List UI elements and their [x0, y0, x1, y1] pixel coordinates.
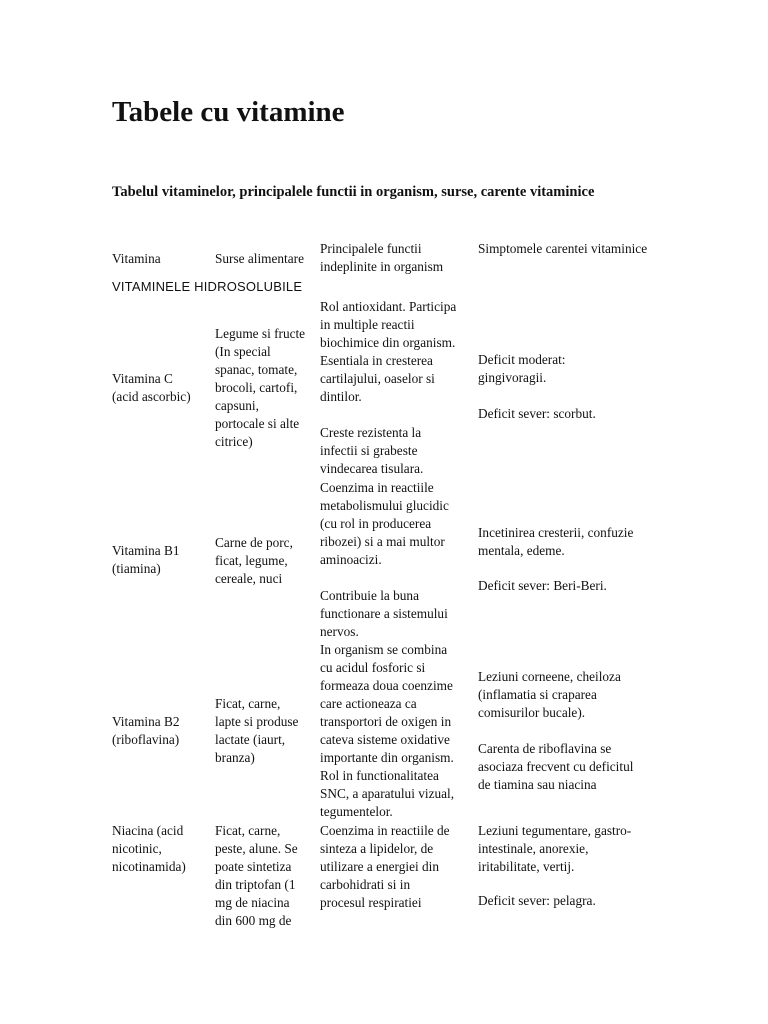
deficiency-symptoms: Deficit moderat: gingivoragii. — [478, 352, 566, 385]
header-vitamina: Vitamina — [112, 251, 161, 266]
food-sources: Legume si fructe (In special spanac, tomate, brocoli, cartofi, capsuni, portocale si alte citrice) — [215, 326, 306, 449]
vitamin-name: Niacina (acid nicotinic, nicotinamida) — [112, 823, 186, 874]
food-sources: Ficat, carne, lapte si produse lactate (iaurt, branza) — [215, 696, 299, 765]
vitamin-name: Vitamina B1 (tiamina) — [112, 543, 180, 576]
page-title: Tabele cu vitamine — [112, 96, 345, 128]
functions-text-extra: Creste rezistenta la infectii si grabeste vindecarea tisulara. — [320, 425, 424, 476]
section-label: VITAMINELE HIDROSOLUBILE — [112, 279, 303, 294]
functions-text-extra: Contribuie la buna functionare a sistemului nervos. — [320, 588, 448, 639]
food-sources: Carne de porc, ficat, legume, cereale, nuci — [215, 535, 293, 586]
table-subtitle: Tabelul vitaminelor, principalele functii in organism, surse, carente vitaminice — [112, 184, 595, 200]
deficiency-symptoms: Leziuni tegumentare, gastro- intestinale, anorexie, iritabilitate, vertij. — [478, 823, 632, 874]
header-surse: Surse alimentare — [215, 251, 304, 266]
functions-text: Coenzima in reactiile metabolismului glucidic (cu rol in producerea ribozei) si a mai multor aminoacizi. — [320, 480, 449, 567]
functions-text: In organism se combina cu acidul fosforic si formeaza doua coenzime care actioneaza ca transportori de oxigen in cateva sisteme oxidative importante din organism. Rol in functionalitatea SNC, a aparatului vizual, tegumentelor. — [320, 642, 455, 819]
food-sources: Ficat, carne, peste, alune. Se poate sintetiza din triptofan (1 mg de niacina din 600 mg de — [215, 823, 298, 928]
deficiency-note: Carenta de riboflavina se asociaza frecvent cu deficitul de tiamina sau niacina — [478, 741, 634, 792]
deficiency-severe: Deficit sever: Beri-Beri. — [478, 578, 607, 593]
deficiency-symptoms: Leziuni corneene, cheiloza (inflamatia si craparea comisurilor bucale). — [478, 669, 621, 720]
header-simptome: Simptomele carentei vitaminice — [478, 241, 648, 256]
vitamin-name: Vitamina B2 (riboflavina) — [112, 714, 180, 747]
header-functii: Principalele functii indeplinite in organism — [320, 241, 444, 274]
vitamin-name: Vitamina C (acid ascorbic) — [112, 371, 191, 404]
deficiency-severe: Deficit sever: scorbut. — [478, 406, 596, 421]
deficiency-symptoms: Incetinirea cresterii, confuzie mentala, edeme. — [478, 525, 634, 558]
functions-text: Coenzima in reactiile de sinteza a lipidelor, de utilizare a energiei din carbohidrati si in procesul respiratiei — [320, 823, 450, 910]
functions-text: Rol antioxidant. Participa in multiple reactii biochimice din organism. Esentiala in cresterea cartilajului, oaselor si dintilor. — [320, 299, 457, 404]
deficiency-severe: Deficit sever: pelagra. — [478, 893, 596, 908]
